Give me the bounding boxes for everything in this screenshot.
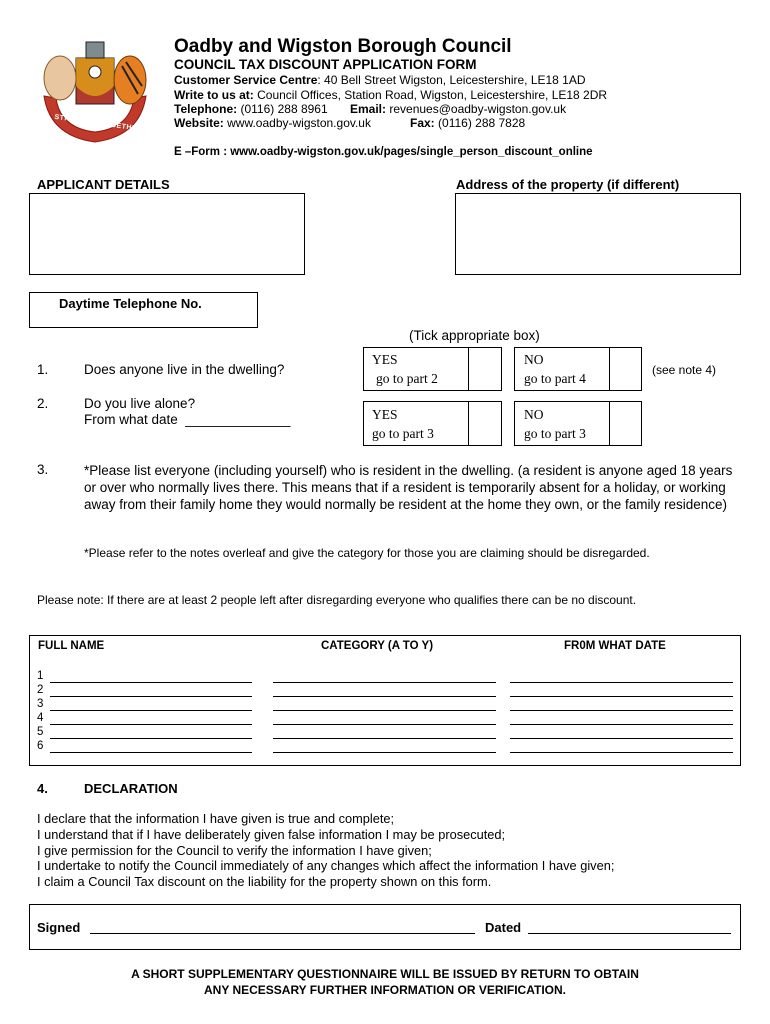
signed-label: Signed [37,920,81,935]
q2-number: 2. [37,396,49,411]
resident-category-field[interactable] [273,710,496,711]
resident-date-field[interactable] [510,696,733,697]
q3-note: *Please refer to the notes overleaf and give the category for those you are claiming should be disregarded. [84,546,650,560]
declaration-line: I declare that the information I have given is true and complete; [37,811,395,826]
dated-field[interactable] [528,933,731,934]
q1-no-label: NO [524,352,544,367]
resident-row-number: 2 [37,684,44,696]
declaration-line: I undertake to notify the Council immediately of any changes which affect the information I have given; [37,858,615,874]
resident-row-number: 6 [37,740,44,752]
resident-date-field[interactable] [510,738,733,739]
dated-label: Dated [485,920,522,935]
resident-category-field[interactable] [273,682,496,683]
address-heading: Address of the property (if different) [456,177,680,192]
q2-text: Do you live alone? [84,396,196,411]
email-value[interactable]: revenues@oadby-wigston.gov.uk [386,102,567,116]
resident-category-field[interactable] [273,696,496,697]
q2-yes-checkbox[interactable] [468,401,503,446]
resident-date-field[interactable] [510,710,733,711]
email-line [350,102,566,116]
web-value[interactable]: www.oadby-wigston.gov.uk [223,116,371,130]
resident-row-number: 4 [37,712,44,724]
resident-category-field[interactable] [273,752,496,753]
resident-row-number: 1 [37,670,44,682]
resident-name-field[interactable] [50,682,252,683]
q1-no-option[interactable] [514,347,642,391]
daytime-telephone-box[interactable] [29,292,258,328]
fax-line [410,116,525,130]
q2-yes-option[interactable] [363,401,502,446]
footer-notice [0,966,770,998]
declaration-text [37,811,614,890]
resident-name-field[interactable] [50,738,252,739]
telephone-line [174,102,328,116]
declaration-line: I claim a Council Tax discount on the liability for the property shown on this form. [37,874,492,890]
q1-yes-option[interactable] [363,347,502,391]
crest-motto: STRONGER TOGETHER [53,113,143,134]
form-title: COUNCIL TAX DISCOUNT APPLICATION FORM [174,57,477,72]
col-from-date: FR0M WHAT DATE [564,640,666,652]
email-label: Email: [350,102,387,116]
q1-text: Does anyone live in the dwelling? [84,362,285,377]
csc-label: Customer Service Centre [174,73,318,87]
col-category: CATEGORY (A TO Y) [321,640,434,652]
q3-number: 3. [37,462,49,477]
footer-line-1: A SHORT SUPPLEMENTARY QUESTIONNAIRE WILL BE ISSUED BY RETURN TO OBTAIN [131,967,639,981]
footer-line-2: ANY NECESSARY FURTHER INFORMATION OR VERIFICATION. [203,983,566,997]
q1-no-checkbox[interactable] [609,347,643,391]
tick-hint: (Tick appropriate box) [409,328,540,343]
resident-name-field[interactable] [50,752,252,753]
council-title: Oadby and Wigston Borough Council [174,36,512,57]
resident-date-field[interactable] [510,724,733,725]
write-label: Write to us at: [174,88,254,102]
applicant-heading: APPLICANT DETAILS [37,177,170,192]
declaration-line: I understand that if I have deliberately given false information I may be prosecuted; [37,826,506,842]
customer-service-line [174,73,586,87]
col-full-name: FULL NAME [38,640,105,652]
tel-label: Telephone: [174,102,238,116]
q2-no-sub: go to part 3 [524,426,586,441]
csc-value: : 40 Bell Street Wigston, Leicestershire, LE18 1AD [317,73,586,87]
resident-name-field[interactable] [50,710,252,711]
residents-table [29,635,741,766]
website-line [174,116,371,130]
q2-from-date[interactable]: From what date ______________ [84,412,291,427]
resident-category-field[interactable] [273,724,496,725]
q1-yes-label: YES [372,352,398,367]
property-address-box[interactable] [455,193,741,275]
q1-note: (see note 4) [652,363,717,377]
resident-date-field[interactable] [510,682,733,683]
council-crest-logo [30,36,160,148]
q2-yes-sub: go to part 3 [372,426,434,441]
declaration-line: I give permission for the Council to verify the information I have given; [37,842,432,858]
q2-yes-label: YES [372,407,398,422]
fax-label: Fax: [410,116,435,130]
eform-link[interactable]: E –Form : www.oadby-wigston.gov.uk/pages/single_person_discount_online [174,146,593,158]
q1-yes-checkbox[interactable] [468,347,503,391]
resident-category-field[interactable] [273,738,496,739]
resident-date-field[interactable] [510,752,733,753]
q1-yes-sub: go to part 2 [376,371,438,386]
daytime-telephone-label: Daytime Telephone No. [59,296,202,311]
resident-name-field[interactable] [50,724,252,725]
resident-name-field[interactable] [50,696,252,697]
q1-no-sub: go to part 4 [524,371,586,386]
write-value: Council Offices, Station Road, Wigston, Leicestershire, LE18 2DR [253,88,608,102]
q2-no-option[interactable] [514,401,642,446]
declaration-heading: DECLARATION [84,781,178,796]
write-to-line [174,88,607,102]
signed-field[interactable] [90,933,475,934]
q2-no-checkbox[interactable] [609,401,643,446]
web-label: Website: [174,116,224,130]
please-note: Please note: If there are at least 2 people left after disregarding everyone who qualifies there can be no discount. [37,593,637,607]
q2-no-label: NO [524,407,544,422]
resident-row-number: 5 [37,726,44,738]
signature-box [29,904,741,950]
declaration-number: 4. [37,781,48,796]
resident-row-number: 3 [37,698,44,710]
q1-number: 1. [37,362,49,377]
q3-text: *Please list everyone (including yourself) who is resident in the dwelling. (a resident is anyone aged 18 years or over who normally lives there. This means that if a resident is temporarily absent for a holiday, or working away from their family home they would normally be resident at the home they own, or the family residence) [84,463,733,512]
applicant-details-box[interactable] [29,193,305,275]
tel-value: (0116) 288 8961 [237,102,328,116]
fax-value: (0116) 288 7828 [434,116,526,130]
